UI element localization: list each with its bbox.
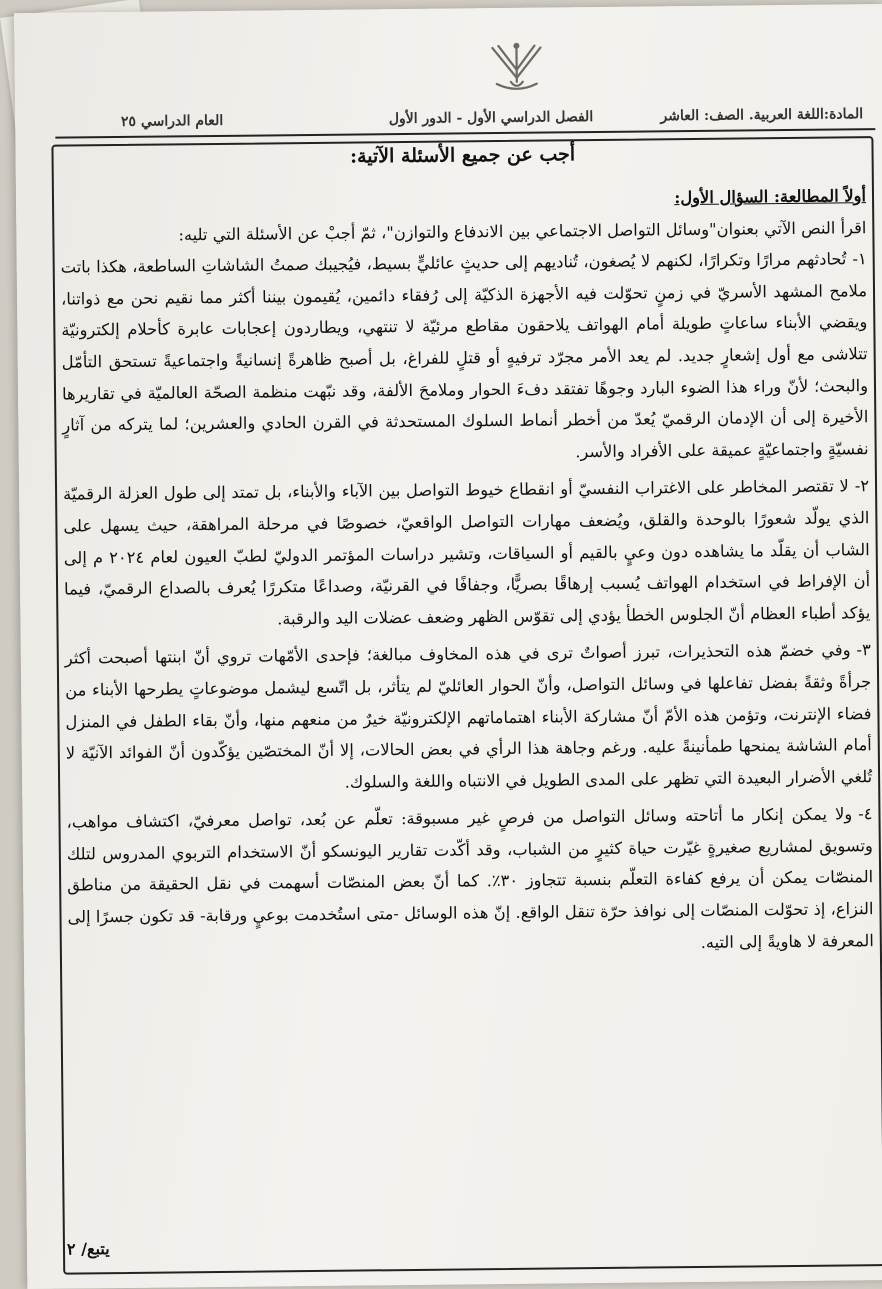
subject-grade: المادة:اللغة العربية. الصف: العاشر xyxy=(660,106,864,125)
paragraph-3 xyxy=(65,634,873,800)
paragraph-text: وفي خضمّ هذه التحذيرات، تبرز أصواتٌ ترى في هذه المخاوف مبالغة؛ فإحدى الأمّهات تروي أنّ ابنتها أصبحت أكثر جرأةً وثقةً بفضل تفاعلها في وسائل التواصل، وأنّ الحوار العائليّ لم يتأثر، بل اتّسع ليشمل موضوعاتٍ يطرحها الأبناء من فضاء الإنترنت، وتؤمن هذه الأمّ أنّ مشاركة الأبناء اهتماماتهم الإلكترونيّة خيرٌ من منعهم منها، وأنّ بقاء الطفل في المنزل أمام الشاشة يمنحها طمأنينةً عليه. ورغم وجاهة هذا الرأي في بعض الحالات، إلا أنّ المختصّين يؤكّدون أنّ الفوائد الآنيّة لا تُلغي الأضرار البعيدة التي تظهر على المدى الطويل في الانتباه واللغة والسلوك. xyxy=(64,640,873,792)
paragraph-2 xyxy=(63,471,871,637)
paragraph-4 xyxy=(66,798,874,964)
paragraph-text: تُحادثهم مرارًا وتكرارًا، لكنهم لا يُصغون، تُناديهم إلى حديثٍ عائليٍّ بسيط، فيُجيبك صمتُ الشاشاتِ الساطعة، هكذا باتت ملامح المشهد الأسريّ في زمنٍ تحوّلت فيه الأجهزة الذكيّة إلى رُفقاء دائمين، يُقيمون بيننا أكثر مما نقيم نحن مع ذواتنا، ويقضي الأبناء ساعاتٍ طويلة أمام الهواتف يلاحقون مقاطع مرئيّة لا تنتهي، ويطاردون إعجابات عابرة كأحلام إلكترونيّة تتلاشى مع أول إشعارٍ جديد. لم يعد الأمر مجرّد ترفيهٍ أو قتلٍ للفراغ، بل أصبح ظاهرةً إنسانيةً واجتماعيةً تستحق التأمّل والبحث؛ لأنّ وراء هذا الضوء البارد وجوهًا تفتقد دفءَ الحوار وملامحَ الألفة، وقد نبّهت منظمة الصحّة العالميّة في تقاريرها الأخيرة إلى أن الإدمان الرقميّ يُعدّ من أخطر أنماط السلوك المستحدثة في القرن الحادي والعشرين؛ لما يتركه من آثارٍ نفسيّةٍ واجتماعيّةٍ عميقة على الأفراد والأسر. xyxy=(60,249,869,461)
paragraph-number: ٤- xyxy=(858,804,873,824)
academic-year: العام الدراسي ٢٥ xyxy=(120,112,224,130)
paragraph-number: ٣- xyxy=(856,640,871,660)
paragraph-text: لا تقتصر المخاطر على الاغتراب النفسيّ أو انقطاع خيوط التواصل بين الآباء والأبناء، بل تمتد إلى طول العزلة الرقميّة الذي يولّد شعورًا بالوحدة والقلق، ويُضعف مهارات التواصل الواقعيّ، خصوصًا في مرحلة المراهقة، حيث يسهل على الشاب أن يقلّد ما يشاهده دون وعيٍ بالقيم أو السياقات، وتشير دراسات المؤتمر الدوليّ لطبّ العيون لعام ٢٠٢٤ م إلى أن الإفراط في استخدام الهواتف يُسبب إرهاقًا بصريًّا، وجفافًا في القرنيّة، وصداعًا متكررًا يُعرف بالصداع الرقميّ، فيما يؤكد أطباء العظام أنّ الجلوس الخطأ يؤدي إلى تقوّس الظهر وضعف عضلات اليد والرقبة. xyxy=(62,476,871,629)
paragraph-number: ١- xyxy=(852,249,867,269)
intro-instruction: اقرأ النص الآتي بعنوان"وسائل التواصل الاجتماعي بين الاندفاع والتوازن"، ثمّ أجبْ عن الأسئلة التي تليه: xyxy=(178,217,867,244)
exam-page xyxy=(14,4,882,1289)
national-emblem-icon xyxy=(484,37,549,94)
section-title: أولاً المطالعة: السؤال الأول: xyxy=(674,186,867,208)
term-session: الفصل الدراسي الأول - الدور الأول xyxy=(388,109,594,128)
main-title: أجب عن جميع الأسئلة الآتية: xyxy=(349,143,576,168)
continue-note: يتبع/ ٢ xyxy=(66,1239,110,1259)
paragraph-number: ٢- xyxy=(854,476,870,496)
question-content xyxy=(60,180,874,971)
paragraph-1 xyxy=(61,243,869,473)
paragraph-text: ولا يمكن إنكار ما أتاحته وسائل التواصل من فرصٍ غير مسبوقة: تعلّم عن بُعد، تواصل معرفيّ، اكتشاف مواهب، وتسويق لمشاريع صغيرةٍ غيّرت حياة كثيرٍ من الشباب، وقد أكّدت تقارير اليونسكو أنّ الاستخدام التربوي المدروس لتلك المنصّات يمكن أن يرفع كفاءة التعلّم بنسبة تتجاوز ٣٠٪. كما أنّ بعض المنصّات أسهمت في نقل الحقيقة من مناطق النزاع، إذ تحوّلت المنصّات إلى نوافذ حرّة تنقل الواقع. إنّ هذه الوسائل -متى استُخدمت بوعيٍ ورقابة- قد تكون جسرًا إلى المعرفة لا هاويةً إلى التيه. xyxy=(66,804,874,952)
